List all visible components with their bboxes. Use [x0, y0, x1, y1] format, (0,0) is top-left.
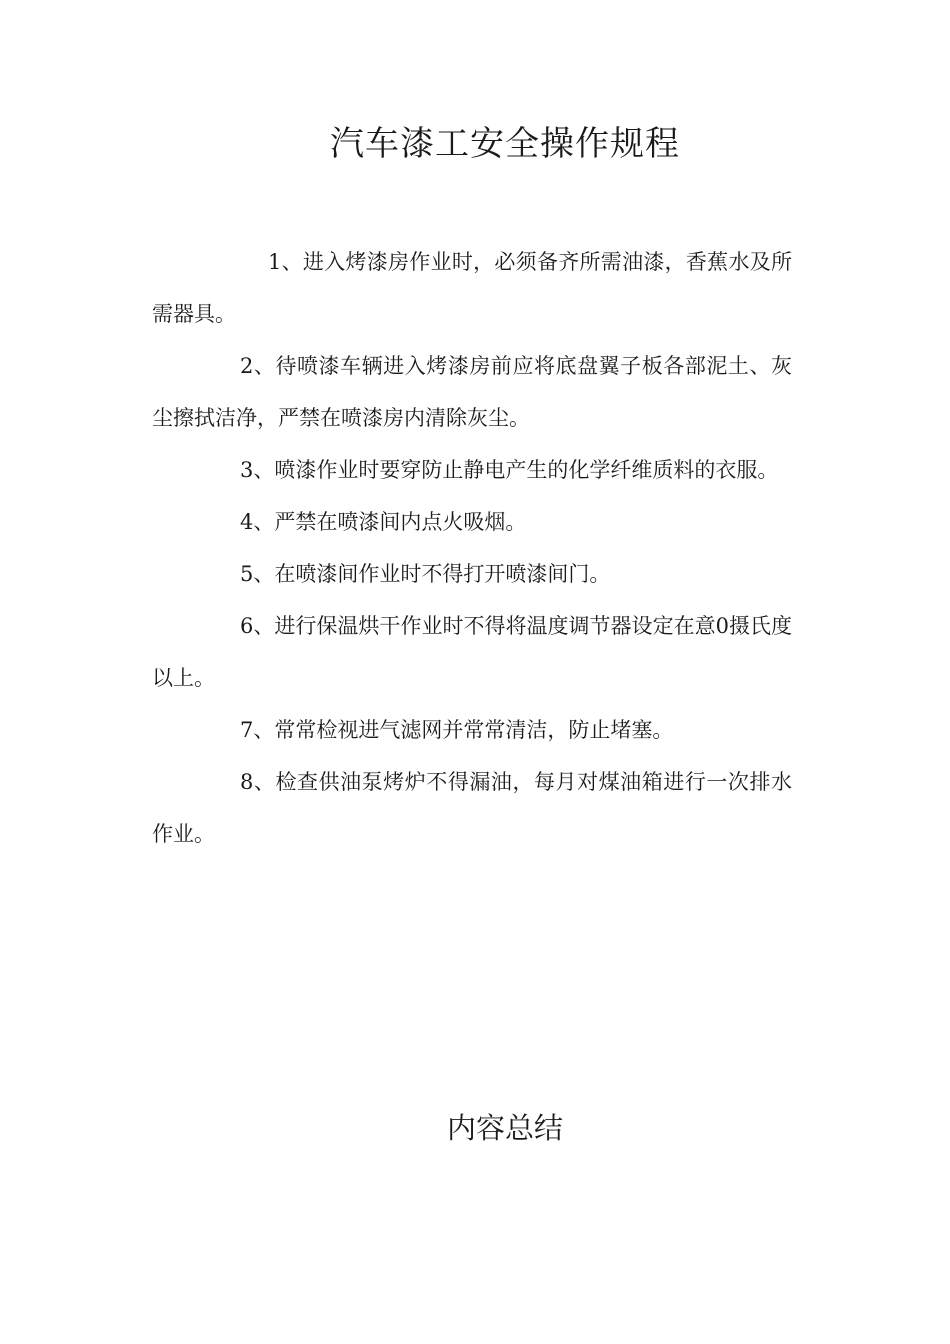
rule-item: 5、在喷漆间作业时不得打开喷漆间门。 — [240, 562, 611, 586]
rule-item: 3、喷漆作业时要穿防止静电产生的化学纤维质料的衣服。 — [240, 458, 779, 482]
summary-heading: 内容总结 — [446, 1111, 563, 1145]
rule-item: 7、常常检视进气滤网并常常清洁，防止堵塞。 — [240, 718, 674, 742]
rule-item: 4、严禁在喷漆间内点火吸烟。 — [240, 510, 527, 534]
rule-item: 2、待喷漆车辆进入烤漆房前应将底盘翼子板各部泥土、灰尘擦拭洁净，严禁在喷漆房内清除灰尘。 — [152, 354, 792, 430]
rule-item: 8、检查供油泵烤炉不得漏油，每月对煤油箱进行一次排水作业。 — [152, 770, 792, 846]
rule-item: 1、进入烤漆房作业时，必须备齐所需油漆，香蕉水及所需器具。 — [152, 250, 792, 326]
safety-rules-list — [152, 236, 792, 860]
rule-item: 6、进行保温烘干作业时不得将温度调节器设定在意0摄氏度以上。 — [152, 614, 792, 690]
document-title: 汽车漆工安全操作规程 — [330, 124, 680, 164]
